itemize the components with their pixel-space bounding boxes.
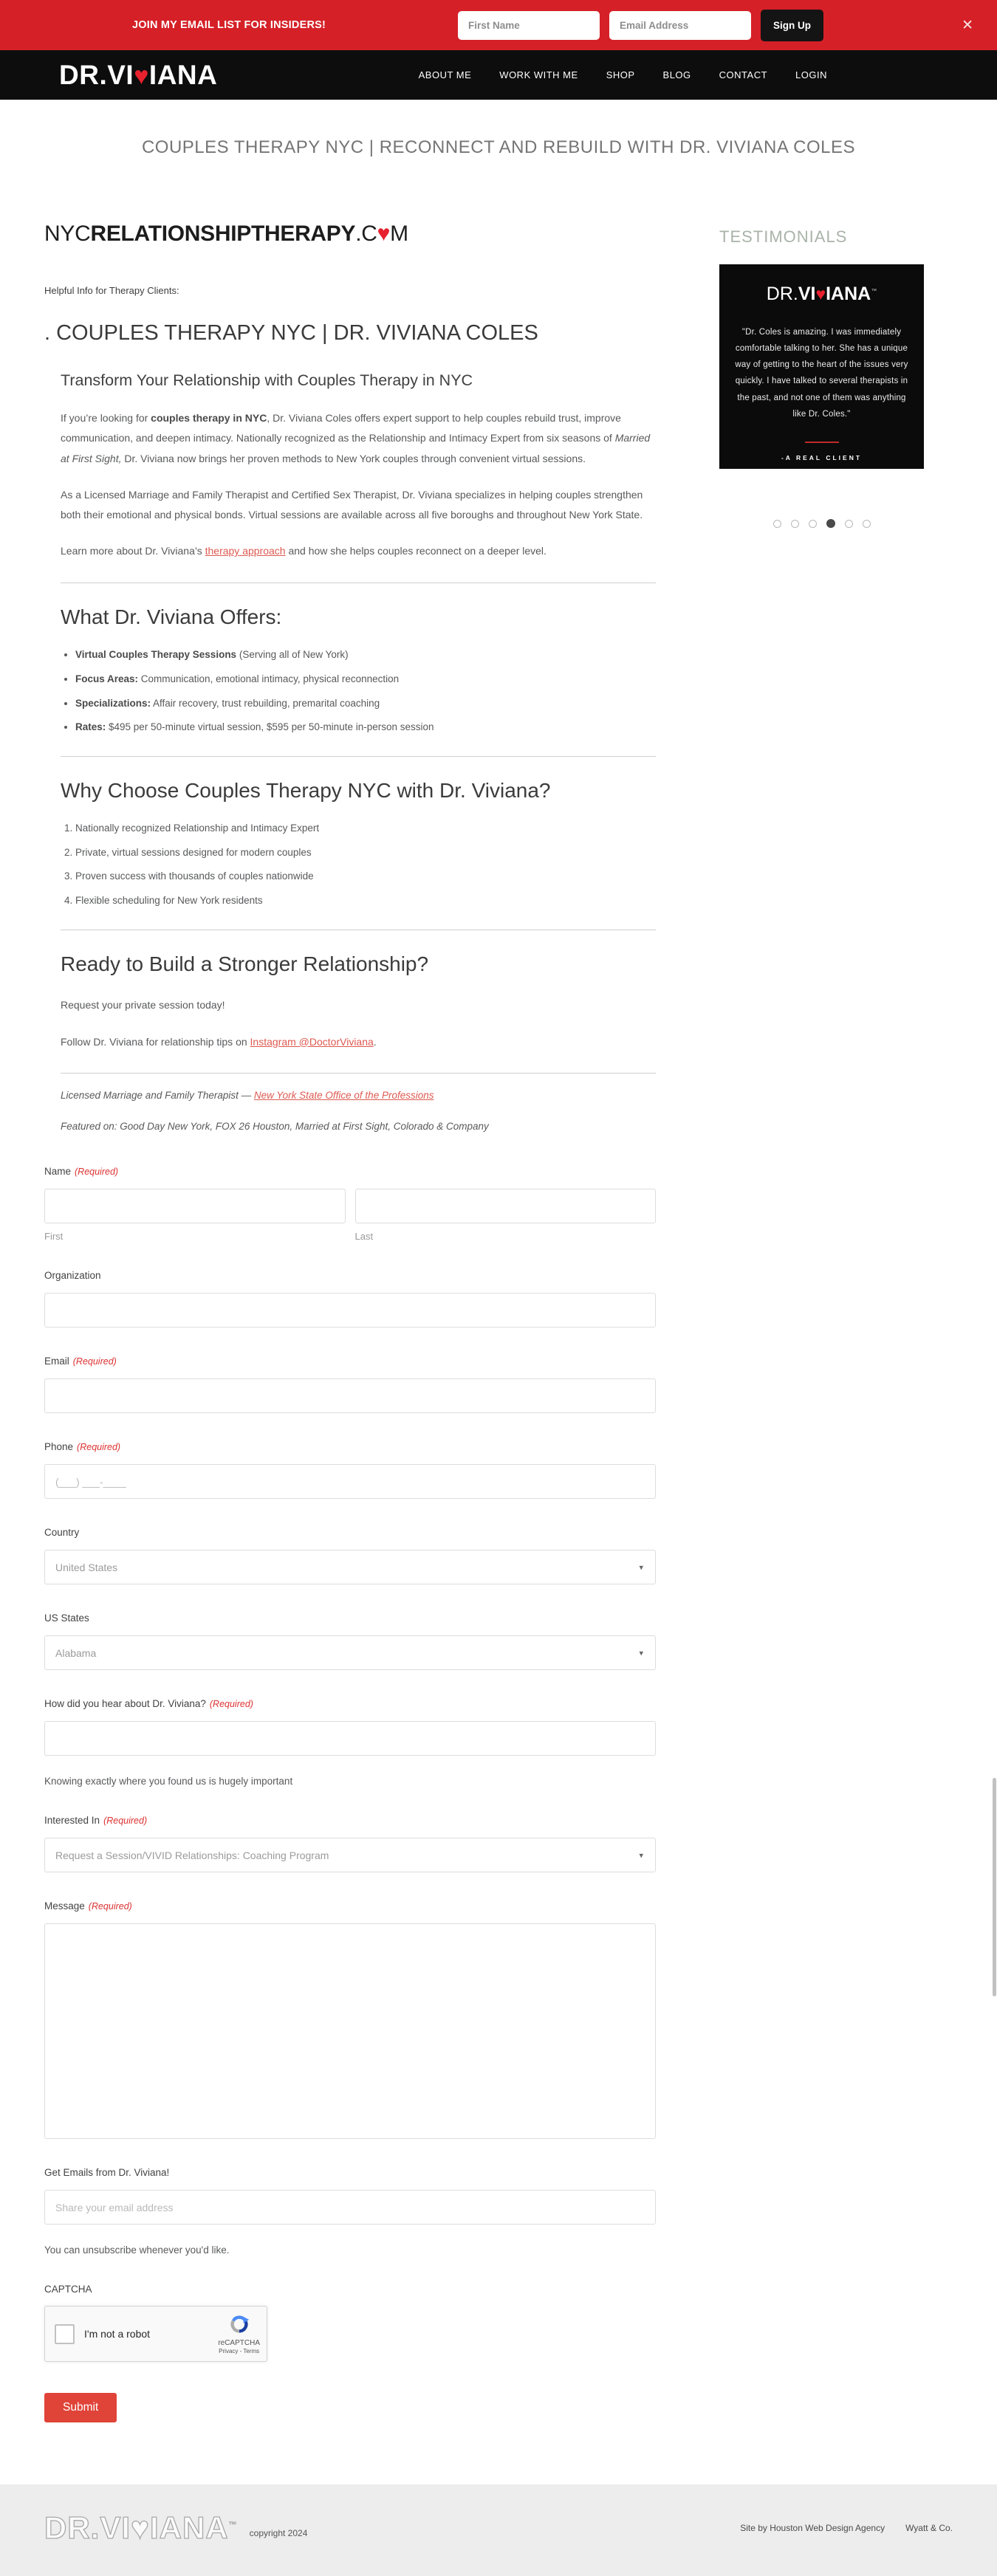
list-item: • Focus Areas: Communication, emotional intimacy, physical reconnection xyxy=(75,671,656,687)
list-item: 2. Private, virtual sessions designed for modern couples xyxy=(75,845,656,861)
page-footer xyxy=(0,2484,997,2576)
recaptcha-label: I'm not a robot xyxy=(84,2328,151,2340)
chevron-down-icon: ▾ xyxy=(639,1649,643,1658)
field-label: Country xyxy=(44,1527,80,1539)
phone-field-group xyxy=(44,1440,656,1499)
field-label: CAPTCHA xyxy=(44,2284,92,2295)
divider xyxy=(61,1073,656,1074)
signup-email-input[interactable] xyxy=(609,11,751,40)
recaptcha-brand-text: reCAPTCHA xyxy=(218,2339,260,2348)
contact-form xyxy=(44,1165,656,2422)
brand-heading: NYCRELATIONSHIPTHERAPY.C♥M xyxy=(44,221,408,247)
chevron-down-icon: ▾ xyxy=(639,1851,643,1861)
signup-bar-message: JOIN MY EMAIL LIST FOR INSIDERS! xyxy=(131,19,326,31)
testimonial-attribution: -A REAL CLIENT xyxy=(781,453,863,461)
trademark-symbol: ™ xyxy=(228,2521,238,2530)
paragraph-learn-more: Learn more about Dr. Viviana’s therapy approach and how she helps couples reconnect on a deeper level. xyxy=(61,545,547,557)
list-item: • Virtual Couples Therapy Sessions (Serving all of New York) xyxy=(75,647,656,663)
field-label: Organization xyxy=(44,1270,101,1282)
inline-link[interactable]: New York State Office of the Professions xyxy=(253,1089,434,1101)
why-choose-heading: Why Choose Couples Therapy NYC with Dr. Viviana? xyxy=(61,778,551,802)
first-name-field[interactable] xyxy=(44,1189,346,1223)
field-label: Name xyxy=(44,1166,72,1178)
hear-about-help-text: Knowing exactly where you found us is hugely important xyxy=(44,1776,293,1787)
close-icon[interactable]: ✕ xyxy=(962,17,973,33)
newsletter-email-field[interactable] xyxy=(44,2190,656,2225)
intro-label: Helpful Info for Therapy Clients: xyxy=(44,285,179,297)
organization-field[interactable] xyxy=(44,1293,656,1328)
message-field[interactable] xyxy=(44,1923,656,2139)
article-main xyxy=(44,210,656,2422)
testimonials-heading: TESTIMONIALS xyxy=(719,227,848,247)
name-field-group xyxy=(44,1165,656,1242)
list-item: 3. Proven success with thousands of couples nationwide xyxy=(75,868,656,885)
organization-field-group xyxy=(44,1269,656,1328)
selected-value: Alabama xyxy=(55,1646,97,1659)
email-field[interactable] xyxy=(44,1378,656,1413)
country-field-group xyxy=(44,1526,656,1584)
carousel-dot[interactable] xyxy=(791,520,799,528)
carousel-dot[interactable] xyxy=(809,520,817,528)
recaptcha-privacy-terms[interactable]: Privacy - Terms xyxy=(219,2348,260,2355)
recaptcha-widget xyxy=(44,2306,267,2362)
last-name-field[interactable] xyxy=(355,1189,657,1223)
list-item: • Rates: $495 per 50-minute virtual session, $595 per 50-minute in-person session xyxy=(75,719,656,735)
newsletter-field-group xyxy=(44,2166,656,2256)
field-label: Message xyxy=(44,1900,85,1912)
carousel-dot[interactable] xyxy=(863,520,871,528)
selected-value: United States xyxy=(55,1561,118,1573)
list-item: 4. Flexible scheduling for New York residents xyxy=(75,893,656,909)
testimonial-divider xyxy=(805,442,839,443)
offers-list xyxy=(61,647,656,735)
carousel-dot[interactable] xyxy=(773,520,781,528)
testimonial-quote: "Dr. Coles is amazing. I was immediately comfortable talking to her. She has a unique way of getting to the heart of the issues very quickly. I have talked to several therapists in the past, and not one of them was anything like Dr. Coles." xyxy=(735,328,908,419)
phone-field[interactable] xyxy=(44,1464,656,1499)
nav-item-contact[interactable]: CONTACT xyxy=(719,69,768,80)
nav-item-about-me[interactable]: ABOUT ME xyxy=(418,69,472,80)
chevron-down-icon: ▾ xyxy=(639,1563,643,1573)
nav-item-blog[interactable]: BLOG xyxy=(662,69,691,80)
last-sublabel: Last xyxy=(354,1231,374,1243)
heart-icon: ♥ xyxy=(377,221,391,247)
required-indicator: (Required) xyxy=(72,1356,117,1367)
carousel-dot-active[interactable] xyxy=(826,519,835,528)
divider xyxy=(61,756,656,757)
nav-item-work-with-me[interactable]: WORK WITH ME xyxy=(499,69,578,80)
paragraph-follow: Follow Dr. Viviana for relationship tips on Instagram @DoctorViviana. xyxy=(61,1035,377,1048)
first-sublabel: First xyxy=(44,1231,64,1243)
required-indicator: (Required) xyxy=(209,1699,253,1710)
field-label: Get Emails from Dr. Viviana! xyxy=(44,2167,170,2179)
carousel-dots xyxy=(719,519,924,528)
testimonial-card xyxy=(719,264,924,469)
hear-about-field-group xyxy=(44,1697,656,1787)
agency-link[interactable]: Wyatt & Co. xyxy=(905,2523,953,2534)
email-field-group xyxy=(44,1355,656,1413)
field-label: Email xyxy=(44,1356,69,1367)
nav-item-shop[interactable]: SHOP xyxy=(606,69,635,80)
page-title-band xyxy=(0,100,997,189)
article-title: . COUPLES THERAPY NYC | DR. VIVIANA COLES xyxy=(44,321,538,346)
country-select[interactable] xyxy=(44,1550,656,1584)
required-indicator: (Required) xyxy=(77,1442,121,1453)
inline-link[interactable]: Instagram @DoctorViviana xyxy=(250,1035,374,1048)
why-choose-list xyxy=(61,820,656,908)
credential-line: Licensed Marriage and Family Therapist — New York State Office of the Professions xyxy=(61,1089,434,1101)
copyright-text: copyright 2024 xyxy=(249,2528,308,2539)
us-states-field-group xyxy=(44,1612,656,1670)
page-title: COUPLES THERAPY NYC | RECONNECT AND REBUILD WITH DR. VIVIANA COLES xyxy=(141,137,856,157)
newsletter-help-text: You can unsubscribe whenever you'd like. xyxy=(44,2244,230,2256)
signup-button[interactable]: Sign Up xyxy=(761,10,823,41)
logo-text: DR. xyxy=(59,59,108,90)
recaptcha-logo xyxy=(218,2313,260,2355)
nav-item-login[interactable]: LOGIN xyxy=(795,69,827,80)
recaptcha-checkbox[interactable] xyxy=(55,2324,75,2344)
message-field-group xyxy=(44,1900,656,2139)
site-by-link[interactable]: Site by Houston Web Design Agency xyxy=(740,2523,885,2534)
email-signup-bar xyxy=(0,0,997,50)
article-subtitle: Transform Your Relationship with Couples Therapy in NYC xyxy=(61,371,473,389)
testimonials-sidebar xyxy=(719,210,941,2422)
offers-heading: What Dr. Viviana Offers: xyxy=(61,605,282,628)
inline-link[interactable]: therapy approach xyxy=(205,545,286,557)
paragraph-credentials: As a Licensed Marriage and Family Therapist and Certified Sex Therapist, Dr. Viviana specializes in helping couples strengthen both their emotional and physical bonds. Virtual sessions are available across all five boroughs and throughout New York State. xyxy=(61,488,643,521)
interested-in-field-group xyxy=(44,1814,656,1872)
main-navbar xyxy=(0,50,997,100)
scrollbar-thumb[interactable] xyxy=(993,1778,996,1996)
field-label: How did you hear about Dr. Viviana? xyxy=(44,1698,206,1710)
list-item: • Specializations: Affair recovery, trust rebuilding, premarital coaching xyxy=(75,695,656,712)
field-label: Interested In xyxy=(44,1815,100,1827)
hear-about-field[interactable] xyxy=(44,1721,656,1756)
paragraph-request: Request your private session today! xyxy=(61,999,225,1011)
heart-icon: ♥ xyxy=(131,2510,150,2546)
list-item: 1. Nationally recognized Relationship and Intimacy Expert xyxy=(75,820,656,837)
selected-value: Request a Session/VIVID Relationships: Coaching Program xyxy=(55,1849,329,1861)
heart-icon: ♥ xyxy=(815,284,826,304)
recaptcha-icon xyxy=(228,2313,250,2335)
us-states-select[interactable] xyxy=(44,1635,656,1670)
heart-icon: ♥ xyxy=(134,61,149,90)
required-indicator: (Required) xyxy=(103,1816,148,1827)
field-label: Phone xyxy=(44,1441,74,1453)
carousel-dot[interactable] xyxy=(845,520,853,528)
signup-first-name-input[interactable] xyxy=(458,11,600,40)
required-indicator: (Required) xyxy=(88,1901,132,1912)
field-label: US States xyxy=(44,1612,89,1624)
required-indicator: (Required) xyxy=(75,1167,119,1178)
paragraph-intro: If you’re looking for couples therapy in NYC, Dr. Viviana Coles offers expert support to help couples rebuild trust, improve communication, and deepen intimacy. Nationally recognized as the Relationship and Intimacy Expert from six seasons of Married at First Sight, Dr. Viviana now brings her proven methods to New York couples through convenient virtual sessions. xyxy=(61,411,651,464)
featured-on-line: Featured on: Good Day New York, FOX 26 Houston, Married at First Sight, Colorado & Company xyxy=(61,1121,489,1133)
captcha-field-group xyxy=(44,2283,656,2362)
site-logo[interactable]: DR.VI♥IANA xyxy=(59,59,218,90)
footer-logo: DR.VI♥IANA™ xyxy=(44,2510,238,2546)
submit-button[interactable]: Submit xyxy=(44,2393,117,2422)
trademark-symbol: ™ xyxy=(871,287,877,295)
interested-in-select[interactable] xyxy=(44,1838,656,1872)
nav-menu xyxy=(419,69,827,80)
ready-heading: Ready to Build a Stronger Relationship? xyxy=(61,952,429,975)
testimonial-logo: DR.VI♥IANA™ xyxy=(766,284,877,305)
